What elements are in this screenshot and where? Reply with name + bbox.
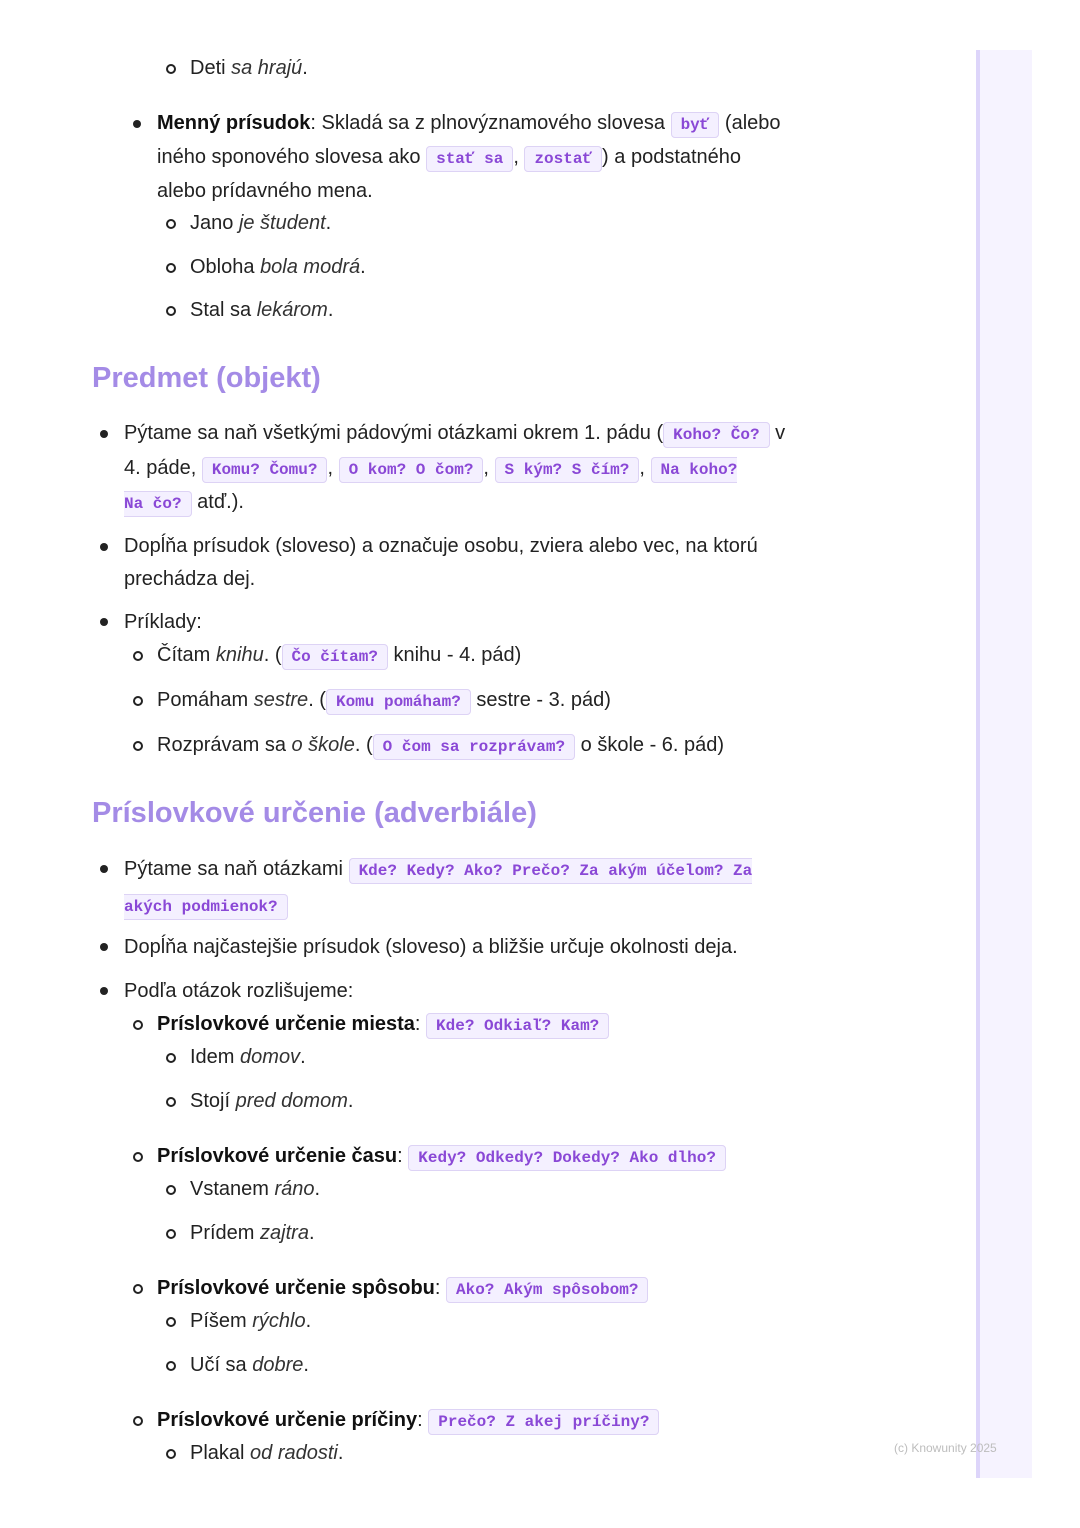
list-item: Príklady:: [124, 611, 202, 633]
list-item: [190, 1040, 306, 1074]
list-item: [190, 1172, 320, 1206]
text: Vstanem: [190, 1178, 275, 1200]
text: Stojí: [190, 1090, 236, 1112]
sub-bullet: [166, 1097, 176, 1107]
text: Prídem: [190, 1222, 261, 1244]
list-item: [157, 1007, 609, 1043]
code-snippet: O čom sa rozprávam?: [373, 734, 575, 760]
italic-text: rýchlo: [252, 1310, 306, 1332]
text: .: [337, 1442, 344, 1464]
code-snippet: Kedy? Odkedy? Dokedy? Ako dlho?: [408, 1145, 726, 1171]
text: .: [327, 299, 334, 321]
list-item: [157, 1403, 659, 1439]
text: : Skladá sa z plnovýznamového slovesa: [310, 112, 671, 134]
sub-bullet: [133, 1416, 143, 1426]
italic-text: od radosti: [250, 1442, 338, 1464]
italic-text: pred domom: [235, 1090, 348, 1112]
list-item-line: alebo prídavného mena.: [157, 180, 373, 202]
code-snippet: Kde? Kedy? Ako? Prečo? Za akým účelom? Za: [349, 858, 753, 884]
italic-text: zajtra: [260, 1222, 309, 1244]
italic-text: domov: [240, 1046, 301, 1068]
text: iného sponového slovesa ako: [157, 146, 427, 168]
text: Idem: [190, 1046, 241, 1068]
list-item: [124, 416, 785, 452]
text: :: [434, 1277, 446, 1299]
list-item-line: [124, 888, 288, 924]
sidebar-panel: [976, 50, 1032, 1478]
list-item: [124, 852, 752, 888]
text: knihu - 4. pád): [387, 644, 522, 666]
sub-bullet: [133, 651, 143, 661]
italic-text: dobre: [252, 1354, 304, 1376]
code-snippet: Koho? Čo?: [663, 422, 769, 448]
term: Príslovkové určenie spôsobu: [157, 1277, 435, 1299]
sub-bullet: [166, 263, 176, 273]
code-snippet: Čo čítam?: [282, 644, 388, 670]
list-item: [190, 1084, 353, 1118]
list-item: [157, 728, 724, 764]
code-snippet: Na koho?: [651, 457, 738, 483]
list-item: [157, 1271, 648, 1307]
text: :: [414, 1013, 427, 1035]
list-item: [157, 1139, 726, 1175]
list-item-line: [157, 140, 741, 176]
section-heading-prislovkove: Príslovkové určenie (adverbiále): [92, 797, 537, 829]
code-snippet: O kom? O čom?: [339, 457, 484, 483]
text: Učí sa: [190, 1354, 253, 1376]
sub-bullet: [133, 1020, 143, 1030]
code-snippet: Na čo?: [124, 491, 192, 517]
text: ) a podstatného: [602, 146, 742, 168]
list-item: [190, 1216, 315, 1250]
list-item: Dopĺňa prísudok (sloveso) a označuje osobu, zviera alebo vec, na ktorú: [124, 535, 758, 557]
italic-text: o škole: [291, 734, 355, 756]
text: Rozprávam sa: [157, 734, 292, 756]
sub-bullet: [166, 306, 176, 316]
sub-bullet: [133, 696, 143, 706]
text: .: [347, 1090, 354, 1112]
text: .: [360, 256, 366, 278]
term: Príslovkové určenie času: [157, 1145, 398, 1167]
italic-text: knihu: [215, 644, 264, 666]
code-snippet: Kde? Odkiaľ? Kam?: [426, 1013, 609, 1039]
bullet: [100, 430, 108, 438]
text: Píšem: [190, 1310, 253, 1332]
text: Jano: [190, 212, 239, 234]
list-item-line: prechádza dej.: [124, 568, 256, 590]
text: :: [397, 1145, 409, 1167]
bullet: [100, 618, 108, 626]
text: sestre - 3. pád): [470, 689, 611, 711]
list-item: [190, 51, 308, 85]
text: Pýtame sa naň všetkými pádovými otázkami okrem 1. pádu (: [124, 422, 664, 444]
code-snippet: akých podmienok?: [124, 894, 288, 920]
text: ,: [327, 457, 339, 479]
list-item: [190, 293, 333, 327]
code-snippet: stať sa: [426, 146, 513, 172]
bullet: [100, 865, 108, 873]
italic-text: lekárom: [256, 299, 328, 321]
text: ,: [483, 457, 495, 479]
list-item-line: [124, 451, 737, 487]
section-heading-predmet: Predmet (objekt): [92, 362, 321, 394]
list-item: [190, 250, 366, 284]
code-snippet: Komu? Čomu?: [202, 457, 328, 483]
code-snippet: S kým? S čím?: [495, 457, 640, 483]
bullet: [133, 120, 141, 128]
sub-bullet: [166, 1317, 176, 1327]
watermark: (c) Knowunity 2025: [894, 1441, 997, 1455]
text: .: [303, 1354, 309, 1376]
list-item: [190, 1436, 343, 1470]
sub-bullet: [166, 1185, 176, 1195]
italic-text: bola modrá: [260, 256, 361, 278]
text: .: [305, 1310, 312, 1332]
list-item: [157, 683, 611, 719]
text: v: [769, 422, 786, 444]
sub-bullet: [166, 1229, 176, 1239]
text: . (: [308, 689, 326, 711]
text: 4. páde,: [124, 457, 202, 479]
text: ,: [639, 457, 651, 479]
bullet: [100, 543, 108, 551]
text: atď.).: [191, 491, 244, 513]
term: Príslovkové určenie príčiny: [157, 1409, 418, 1431]
text: .: [300, 1046, 306, 1068]
code-snippet: zostať: [524, 146, 602, 172]
sub-bullet: [166, 1361, 176, 1371]
text: . (: [263, 644, 282, 666]
list-item: [190, 1304, 311, 1338]
italic-text: sestre: [253, 689, 309, 711]
text: Stal sa: [190, 299, 257, 321]
code-snippet: Ako? Akým spôsobom?: [446, 1277, 648, 1303]
term: Príslovkové určenie miesta: [157, 1013, 415, 1035]
list-item: Dopĺňa najčastejšie prísudok (sloveso) a bližšie určuje okolnosti deja.: [124, 936, 738, 958]
term: Menný prísudok: [157, 112, 311, 134]
text: .: [308, 1222, 315, 1244]
italic-text: sa hrajú: [231, 57, 303, 79]
text: o škole - 6. pád): [575, 734, 725, 756]
list-item: [157, 106, 781, 142]
sub-bullet: [166, 64, 176, 74]
bullet: [100, 987, 108, 995]
text: Deti: [190, 57, 232, 79]
sub-bullet: [133, 741, 143, 751]
text: . (: [354, 734, 373, 756]
list-item: [157, 638, 521, 674]
list-item: [190, 206, 331, 240]
text: (alebo: [719, 112, 781, 134]
sub-bullet: [166, 1053, 176, 1063]
text: .: [314, 1178, 321, 1200]
sub-bullet: [133, 1152, 143, 1162]
text: .: [325, 212, 332, 234]
text: Plakal: [190, 1442, 251, 1464]
sub-bullet: [166, 1449, 176, 1459]
code-snippet: Komu pomáham?: [326, 689, 471, 715]
list-item: [190, 1348, 309, 1382]
sub-bullet: [166, 219, 176, 229]
sub-bullet: [133, 1284, 143, 1294]
code-snippet: byť: [671, 112, 720, 138]
italic-text: ráno: [274, 1178, 315, 1200]
code-snippet: Prečo? Z akej príčiny?: [428, 1409, 659, 1435]
text: Pýtame sa naň otázkami: [124, 858, 349, 880]
italic-text: je študent: [238, 212, 326, 234]
text: :: [417, 1409, 429, 1431]
text: Čítam: [157, 644, 216, 666]
list-item-line: [124, 485, 244, 521]
text: .: [302, 57, 308, 79]
bullet: [100, 943, 108, 951]
text: ,: [513, 146, 525, 168]
text: Pomáham: [157, 689, 254, 711]
text: Obloha: [190, 256, 261, 278]
list-item: Podľa otázok rozlišujeme:: [124, 980, 354, 1002]
